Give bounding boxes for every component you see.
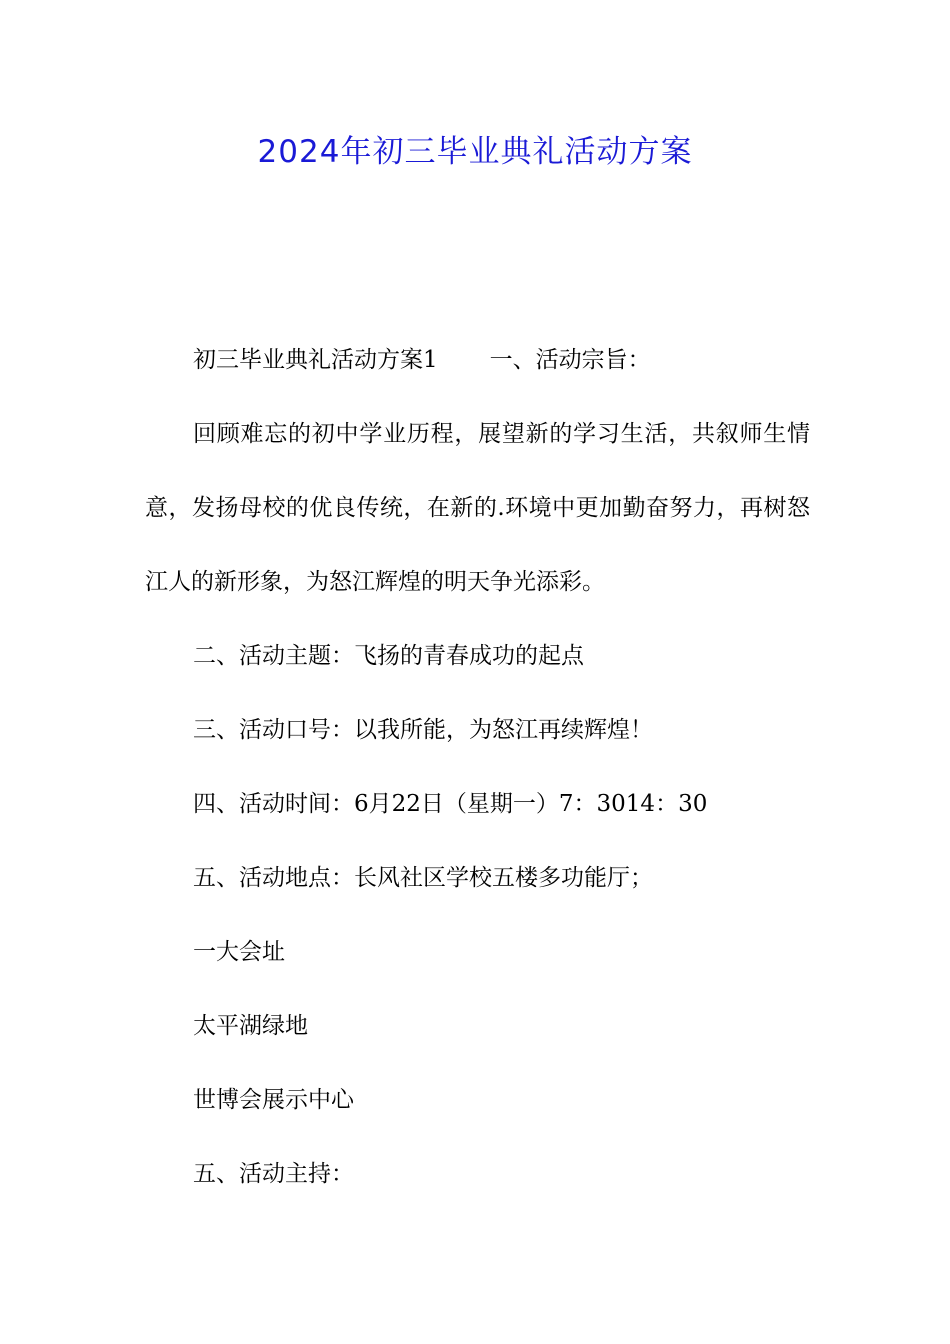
slogan-line: 三、活动口号：以我所能，为怒江再续辉煌！ xyxy=(193,717,653,743)
host-line: 五、活动主持： xyxy=(193,1161,354,1187)
time-line: 四、活动时间：6月22日（星期一）7：3014：30 xyxy=(193,791,708,817)
purpose-paragraph: 回顾难忘的初中学业历程，展望新的学习生活，共叙师生情意，发扬母校的优良传统，在新的.环境中更加勤奋努力，再树怒江人的新形象，为怒江辉煌的明天争光添彩。 xyxy=(145,421,810,595)
location-item: 一大会址 xyxy=(193,939,285,965)
document-title: 2024年初三毕业典礼活动方案 xyxy=(257,134,693,170)
location-item: 太平湖绿地 xyxy=(193,1013,308,1039)
plan-heading: 初三毕业典礼活动方案1 xyxy=(193,347,438,373)
location-item: 世博会展示中心 xyxy=(193,1087,354,1113)
section-heading-line xyxy=(145,338,810,382)
purpose-heading: 一、活动宗旨： xyxy=(489,347,651,373)
document-body xyxy=(145,338,810,1226)
location-line: 五、活动地点：长风社区学校五楼多功能厅； xyxy=(193,865,653,891)
theme-line: 二、活动主题：飞扬的青春成功的起点 xyxy=(193,643,584,669)
